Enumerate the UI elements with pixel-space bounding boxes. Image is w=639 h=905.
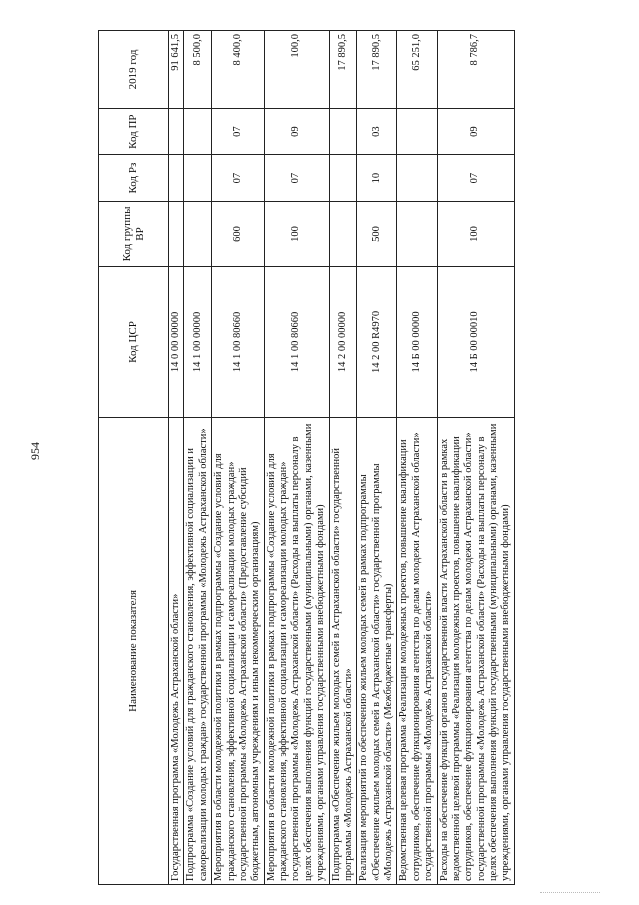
table-row — [184, 31, 212, 885]
cell-csr: 14 1 00 80660 — [264, 267, 329, 418]
cell-vr — [329, 201, 357, 266]
cell-csr: 14 2 00 R4970 — [357, 267, 397, 418]
table-header-row — [99, 31, 169, 885]
cell-rz — [397, 155, 437, 201]
cell-name: Государственная программа «Молодежь Астраханской области» — [169, 417, 184, 884]
cell-value: 8 400,0 — [212, 31, 265, 109]
header-pr: Код ПР — [99, 108, 169, 154]
cell-csr: 14 2 00 00000 — [329, 267, 357, 418]
cell-csr: 14 1 00 00000 — [184, 267, 212, 418]
rotated-table-container — [98, 30, 538, 885]
cell-name: Ведомственная целевая программа «Реализация молодежных проектов, повышение квалификации сотрудников, обеспечение функционирования агентства по делам молодежи Астраханской области» государственной программы «Молодежь Астраханской области» — [397, 417, 437, 884]
cell-value: 100,0 — [264, 31, 329, 109]
cell-name: Мероприятия в области молодежной политики в рамках подпрограммы «Создание условий для гражданского становления, эффективной социализации и самореализации молодых граждан» государственной программы «Молодежь Астраханской области» (Расходы на выплаты персоналу в целях обеспечения выполнения функций государственными (муниципальными) органами, казенными учреждениями, органами управления государственными внебюджетными фондами) — [264, 417, 329, 884]
cell-value: 91 641,5 — [169, 31, 184, 109]
page-number: 954 — [28, 442, 42, 460]
header-rz: Код Рз — [99, 155, 169, 201]
cell-rz — [329, 155, 357, 201]
cell-value: 17 890,5 — [357, 31, 397, 109]
cell-vr: 500 — [357, 201, 397, 266]
budget-table — [98, 30, 515, 885]
cell-pr — [329, 108, 357, 154]
scan-edge-mark — [540, 892, 600, 897]
table-row — [264, 31, 329, 885]
cell-value: 8 786,7 — [437, 31, 514, 109]
table-row — [169, 31, 184, 885]
cell-vr: 600 — [212, 201, 265, 266]
cell-csr: 14 1 00 80660 — [212, 267, 265, 418]
cell-csr: 14 Б 00 00000 — [397, 267, 437, 418]
cell-rz — [169, 155, 184, 201]
header-year: 2019 год — [99, 31, 169, 109]
cell-pr — [184, 108, 212, 154]
cell-pr: 09 — [437, 108, 514, 154]
cell-csr: 14 0 00 00000 — [169, 267, 184, 418]
header-vr: Код группы ВР — [99, 201, 169, 266]
cell-name: Подпрограмма «Обеспечение жильем молодых семей в Астраханской области» государственной программы «Молодежь Астраханской области» — [329, 417, 357, 884]
cell-vr — [184, 201, 212, 266]
cell-vr — [397, 201, 437, 266]
table-row — [357, 31, 397, 885]
cell-vr: 100 — [437, 201, 514, 266]
cell-csr: 14 Б 00 00010 — [437, 267, 514, 418]
cell-value: 8 500,0 — [184, 31, 212, 109]
header-name: Наименование показателя — [99, 417, 169, 884]
cell-rz: 10 — [357, 155, 397, 201]
cell-vr — [169, 201, 184, 266]
cell-rz — [184, 155, 212, 201]
cell-value: 17 890,5 — [329, 31, 357, 109]
cell-rz: 07 — [212, 155, 265, 201]
cell-pr: 07 — [212, 108, 265, 154]
cell-pr: 03 — [357, 108, 397, 154]
cell-value: 65 251,0 — [397, 31, 437, 109]
cell-name: Мероприятия в области молодежной политики в рамках подпрограммы «Создание условий для гражданского становления, эффективной социализации и самореализации молодых граждан» государственной программы «Молодежь Астраханской области» (Предоставление субсидий бюджетным, автономным учреждениям и иным некоммерческим организациям) — [212, 417, 265, 884]
cell-name: Расходы на обеспечение функций органов государственной власти Астраханской области в рамках ведомственной целевой программы «Реализация молодежных проектов, повышение квалификации сотрудников, обеспечение функционирования агентства по делам молодежи Астраханской области» государственной программы «Молодежь Астраханской области» (Расходы на выплаты персоналу в целях обеспечения выполнения функций государственными (муниципальными) органами, казенными учреждениями, органами управления государственными внебюджетными фондами) — [437, 417, 514, 884]
cell-pr — [169, 108, 184, 154]
header-csr: Код ЦСР — [99, 267, 169, 418]
cell-name: Подпрограмма «Создание условий для гражданского становления, эффективной социализации и самореализации молодых граждан» государственной программы «Молодежь Астраханской области» — [184, 417, 212, 884]
table-row — [212, 31, 265, 885]
cell-pr — [397, 108, 437, 154]
cell-name: Реализация мероприятий по обеспечению жильем молодых семей в рамках подпрограммы «Обеспечение жильем молодых семей в Астраханской области» государственной программы «Молодежь Астраханской области» (Межбюджетные трансферты) — [357, 417, 397, 884]
table-row — [437, 31, 514, 885]
cell-vr: 100 — [264, 201, 329, 266]
cell-rz: 07 — [264, 155, 329, 201]
table-row — [329, 31, 357, 885]
table-row — [397, 31, 437, 885]
cell-rz: 07 — [437, 155, 514, 201]
cell-pr: 09 — [264, 108, 329, 154]
